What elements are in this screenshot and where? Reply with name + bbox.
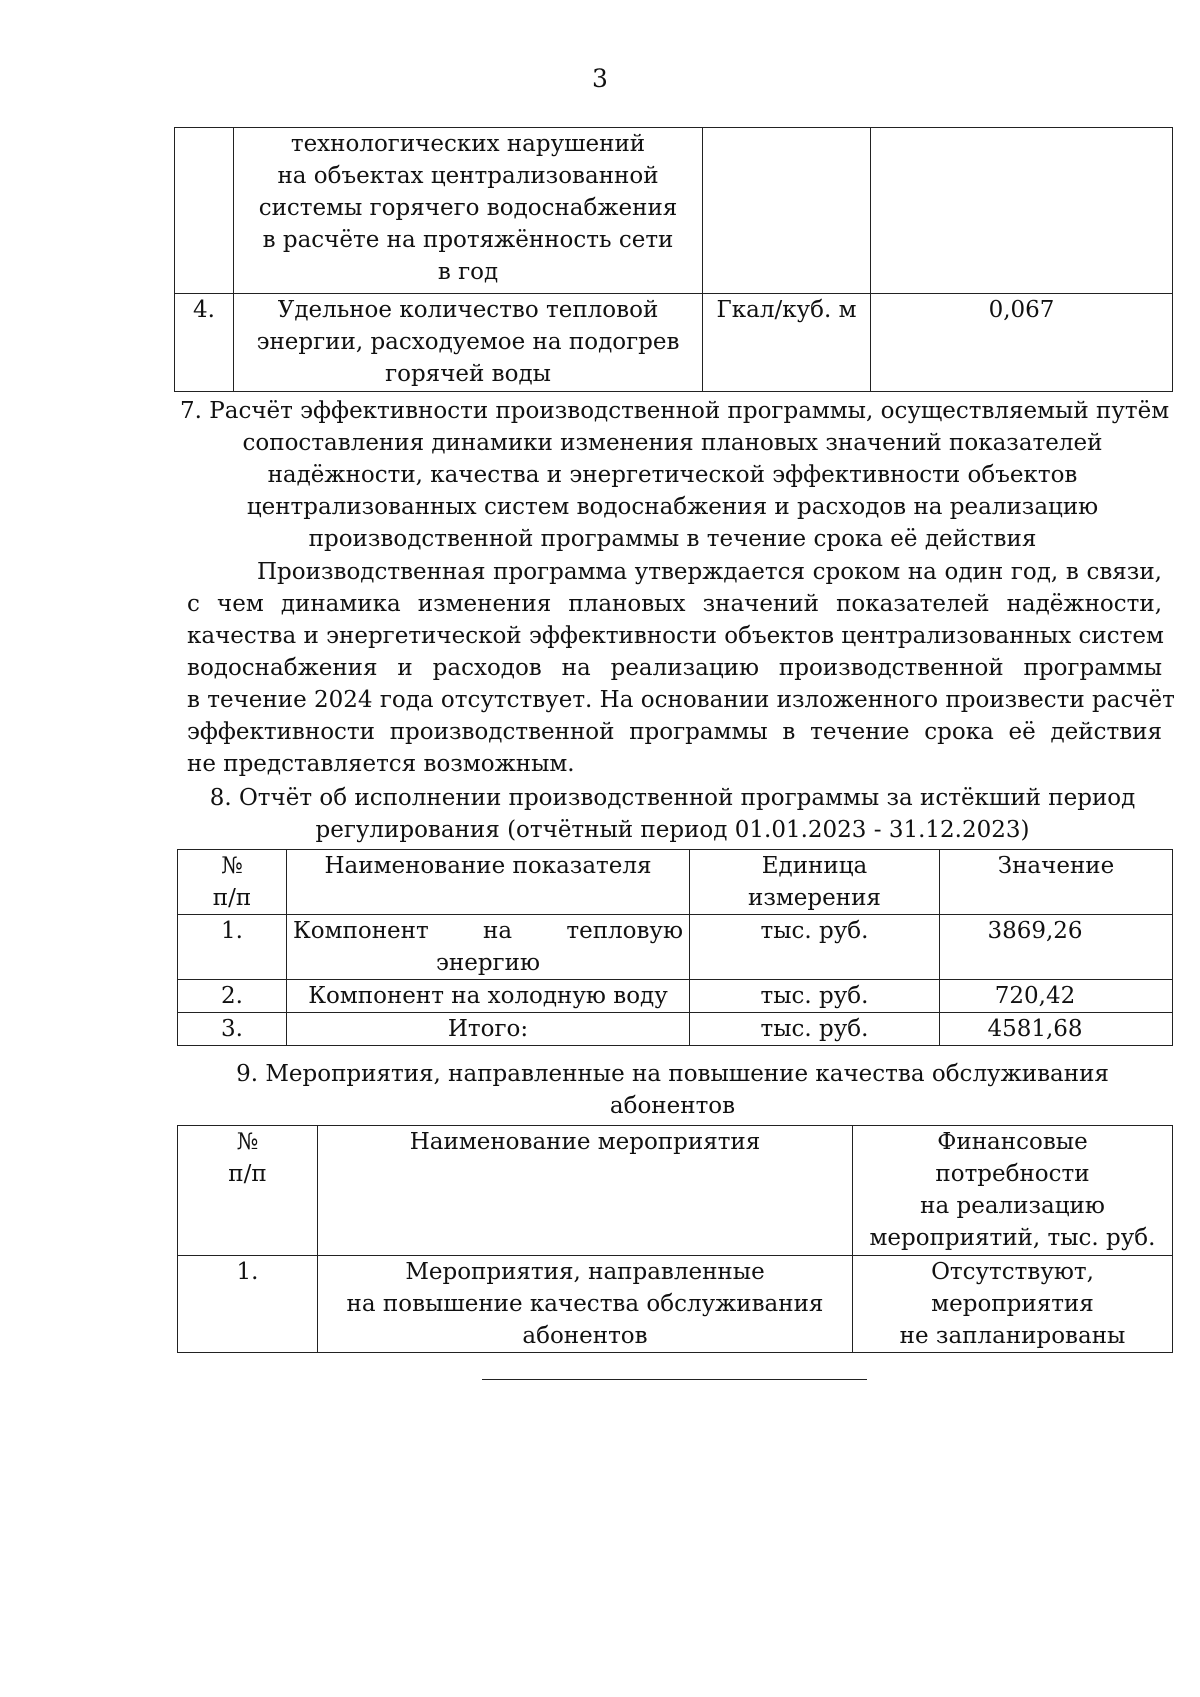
text-line: на реализацию	[920, 1193, 1105, 1219]
text-line: №	[221, 853, 243, 879]
value-cell: 3869,26	[940, 915, 1173, 980]
report-table	[177, 849, 1173, 1046]
heading-line: надёжности, качества и энергетической эффективности объектов	[267, 462, 1078, 488]
value-cell: 0,067	[871, 294, 1173, 392]
heading-line: 7. Расчёт эффективности производственной программы, осуществляемый путём	[180, 398, 1170, 424]
table-row	[178, 1013, 1173, 1046]
finance-cell	[853, 1256, 1173, 1353]
text-line: Мероприятия, направленные	[405, 1259, 765, 1285]
paragraph-line: не представляется возможным.	[187, 751, 575, 777]
indicator-name-cell: Компонент на холодную воду	[287, 980, 690, 1013]
text-line: измерения	[748, 885, 881, 911]
table-header-row	[178, 850, 1173, 915]
table-header-row	[178, 1126, 1173, 1256]
header-num	[178, 850, 287, 915]
paragraph-line: качества и энергетической эффективности объектов централизованных систем	[187, 623, 1164, 649]
text-line: энергию	[436, 950, 540, 976]
unit-cell: тыс. руб.	[690, 980, 940, 1013]
section-9-heading	[180, 1058, 1165, 1122]
paragraph-line: водоснабжения и расходов на реализацию производственной программы	[187, 655, 1162, 681]
text-line: мероприятий, тыс. руб.	[869, 1225, 1156, 1251]
text-line: на объектах централизованной	[277, 163, 659, 189]
heading-line: 9. Мероприятия, направленные на повышение качества обслуживания	[236, 1061, 1109, 1087]
row-number-cell: 3.	[178, 1013, 287, 1046]
header-value: Значение	[940, 850, 1173, 915]
header-name: Наименование показателя	[287, 850, 690, 915]
unit-cell: тыс. руб.	[690, 1013, 940, 1046]
text-line: в год	[437, 259, 499, 285]
section-8-heading	[180, 782, 1165, 846]
paragraph-line: в течение 2024 года отсутствует. На основании изложенного произвести расчёт	[187, 687, 1175, 713]
value-cell: 4581,68	[940, 1013, 1173, 1046]
heading-line: производственной программы в течение срока её действия	[308, 526, 1037, 552]
text-line: мероприятия	[931, 1291, 1094, 1317]
value-cell: 720,42	[940, 980, 1173, 1013]
value-cell	[871, 128, 1173, 294]
header-finance	[853, 1126, 1173, 1256]
table-row	[175, 128, 1173, 294]
indicator-name-cell	[287, 915, 690, 980]
heading-line: регулирования (отчётный период 01.01.2023 - 31.12.2023)	[315, 817, 1030, 843]
table-row	[178, 980, 1173, 1013]
text-line: энергии, расходуемое на подогрев	[256, 329, 680, 355]
text-line: в расчёте на протяжённость сети	[262, 227, 674, 253]
text-line: Отсутствуют,	[931, 1259, 1094, 1285]
activities-table	[177, 1125, 1173, 1353]
row-number-cell: 4.	[175, 294, 234, 392]
header-num	[178, 1126, 318, 1256]
section-7-heading	[180, 395, 1170, 555]
paragraph-line: с чем динамика изменения плановых значений показателей надёжности,	[187, 591, 1162, 617]
text-line: п/п	[228, 1161, 267, 1187]
text-line: Единица	[761, 853, 868, 879]
table-row	[175, 294, 1173, 392]
text-line: потребности	[935, 1161, 1090, 1187]
row-number-cell	[175, 128, 234, 294]
end-of-document-rule	[482, 1379, 867, 1380]
indicator-name-cell: Итого:	[287, 1013, 690, 1046]
row-number-cell: 1.	[178, 915, 287, 980]
heading-line: 8. Отчёт об исполнении производственной программы за истёкший период	[209, 785, 1136, 811]
text-line: Финансовые	[937, 1129, 1088, 1155]
header-name: Наименование мероприятия	[318, 1126, 853, 1256]
text-line: технологических нарушений	[290, 131, 646, 157]
page-number: 3	[592, 64, 608, 93]
unit-cell: тыс. руб.	[690, 915, 940, 980]
indicators-table-continued	[174, 127, 1173, 392]
section-7-paragraph	[187, 556, 1175, 780]
paragraph-line: эффективности производственной программы в течение срока её действия	[187, 719, 1162, 745]
heading-line: абонентов	[609, 1093, 736, 1119]
header-unit	[690, 850, 940, 915]
indicator-name-cell	[234, 128, 703, 294]
heading-line: централизованных систем водоснабжения и расходов на реализацию	[246, 494, 1099, 520]
text-line: №	[236, 1129, 259, 1155]
text-line: абонентов	[522, 1323, 648, 1349]
unit-cell	[703, 128, 871, 294]
paragraph-line: Производственная программа утверждается сроком на один год, в связи,	[257, 559, 1162, 585]
heading-line: сопоставления динамики изменения плановых значений показателей	[242, 430, 1103, 456]
text-line: п/п	[212, 885, 252, 911]
text-line: горячей воды	[385, 361, 551, 387]
table-row	[178, 1256, 1173, 1353]
text-line: Удельное количество тепловой	[277, 297, 659, 323]
text-line: на повышение качества обслуживания	[346, 1291, 824, 1317]
row-number-cell: 2.	[178, 980, 287, 1013]
row-number-cell: 1.	[178, 1256, 318, 1353]
text-line: не запланированы	[899, 1323, 1126, 1349]
table-row	[178, 915, 1173, 980]
indicator-name-cell	[234, 294, 703, 392]
text-line: Компонент на тепловую	[293, 918, 683, 944]
activity-name-cell	[318, 1256, 853, 1353]
unit-cell: Гкал/куб. м	[703, 294, 871, 392]
text-line: системы горячего водоснабжения	[258, 195, 678, 221]
